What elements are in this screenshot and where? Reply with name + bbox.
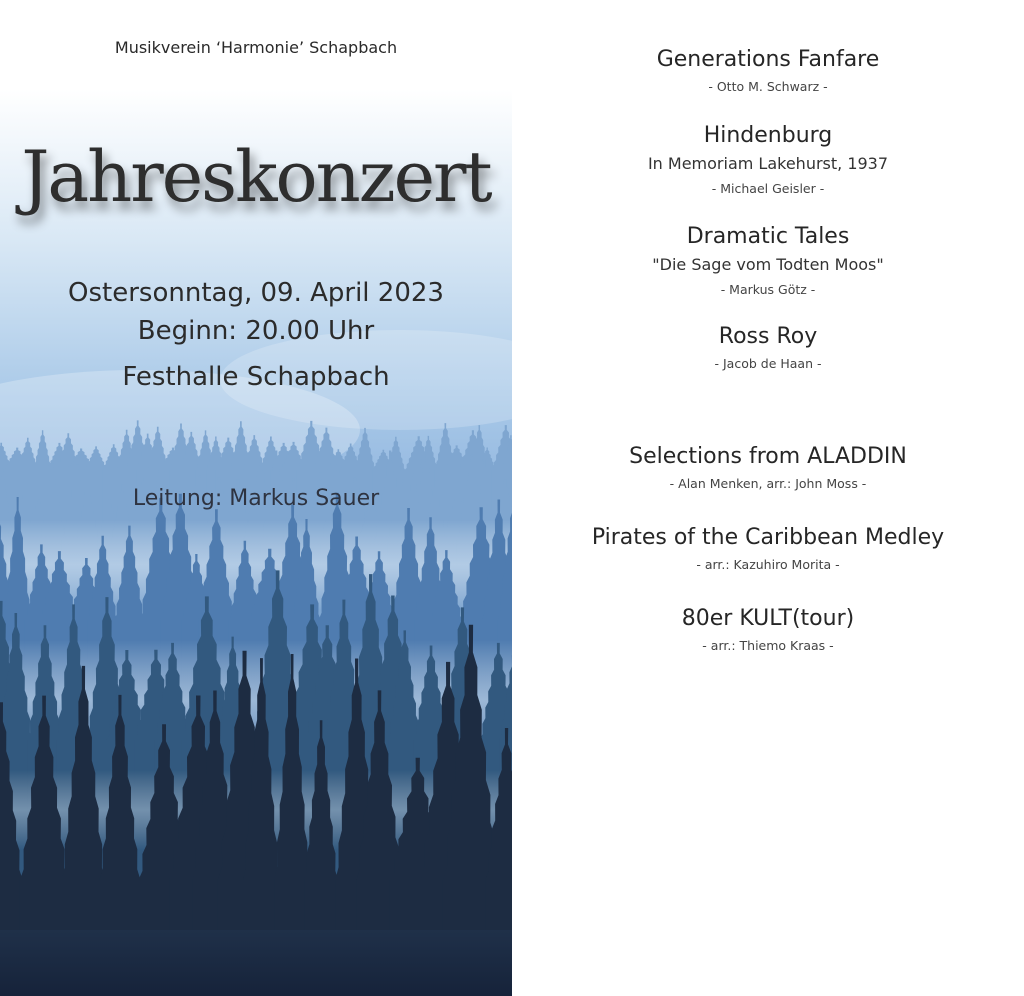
piece-composer: - Michael Geisler - bbox=[711, 181, 825, 196]
piece-title: Selections from ALADDIN bbox=[629, 444, 907, 469]
concert-start-time: Beginn: 20.00 Uhr bbox=[137, 316, 375, 346]
piece-composer: - arr.: Kazuhiro Morita - bbox=[696, 557, 840, 572]
program-item bbox=[512, 443, 1024, 493]
program-item bbox=[512, 46, 1024, 96]
program-item bbox=[512, 524, 1024, 574]
organization-name: Musikverein ‘Harmonie’ Schapbach bbox=[114, 38, 398, 57]
piece-subtitle: "Die Sage vom Todten Moos" bbox=[652, 255, 884, 274]
piece-title: Ross Roy bbox=[718, 324, 818, 349]
piece-subtitle: In Memoriam Lakehurst, 1937 bbox=[647, 154, 889, 173]
piece-composer: - Markus Götz - bbox=[720, 282, 816, 297]
program-item bbox=[512, 323, 1024, 373]
piece-composer: - Otto M. Schwarz - bbox=[708, 79, 828, 94]
concert-venue: Festhalle Schapbach bbox=[122, 362, 390, 392]
piece-title: Dramatic Tales bbox=[686, 224, 850, 249]
piece-title: Hindenburg bbox=[703, 123, 833, 148]
conductor: Leitung: Markus Sauer bbox=[132, 486, 380, 511]
program-item bbox=[512, 122, 1024, 198]
piece-title: 80er KULT(tour) bbox=[681, 606, 855, 631]
concert-title: Jahreskonzert bbox=[21, 136, 491, 218]
piece-composer: - Alan Menken, arr.: John Moss - bbox=[669, 476, 867, 491]
concert-date: Ostersonntag, 09. April 2023 bbox=[68, 278, 444, 308]
piece-composer: - Jacob de Haan - bbox=[714, 356, 822, 371]
program-panel bbox=[512, 0, 1024, 996]
program-item bbox=[512, 223, 1024, 299]
program-item bbox=[512, 605, 1024, 655]
piece-title: Pirates of the Caribbean Medley bbox=[591, 525, 945, 550]
piece-title: Generations Fanfare bbox=[656, 47, 880, 72]
piece-composer: - arr.: Thiemo Kraas - bbox=[702, 638, 834, 653]
